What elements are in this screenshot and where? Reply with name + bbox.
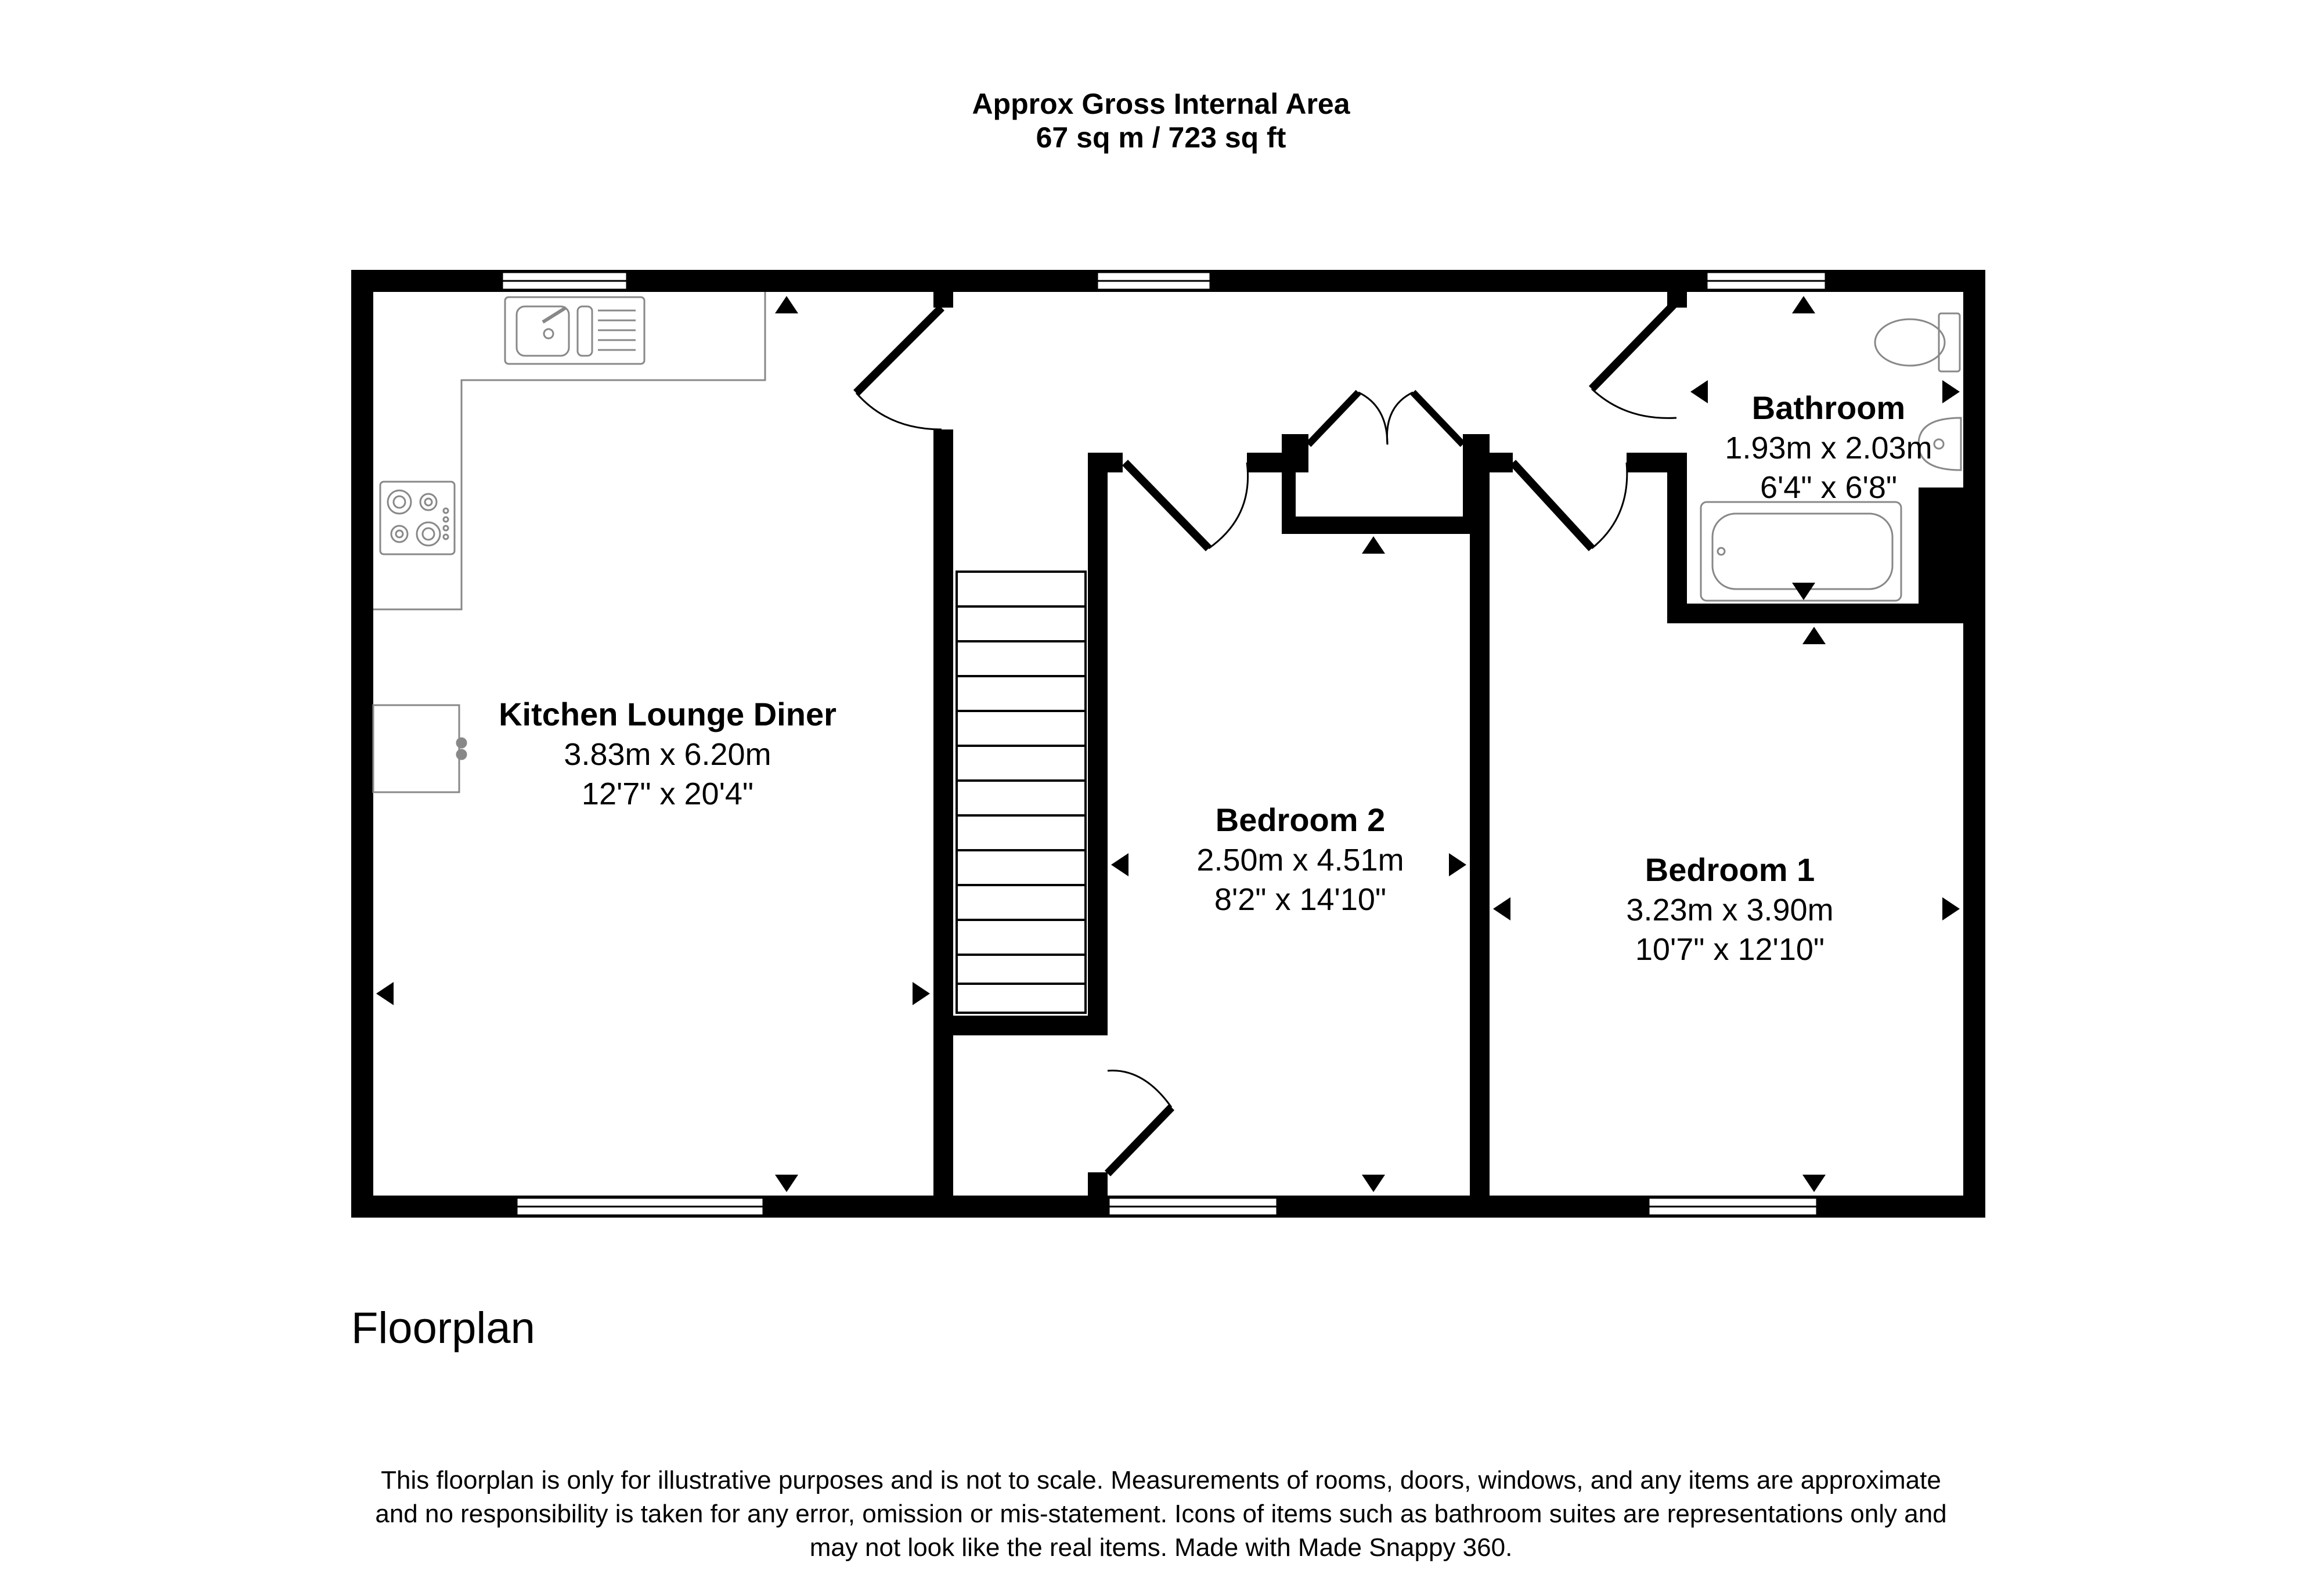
bedroom1-metric: 3.23m x 3.90m xyxy=(1626,893,1834,927)
bedroom1-name: Bedroom 1 xyxy=(1645,851,1815,888)
toilet-icon xyxy=(1939,313,1960,371)
bathroom-metric: 1.93m x 2.03m xyxy=(1725,431,1932,465)
room-labels xyxy=(499,389,1932,967)
disclaimer-line-3: may not look like the real items. Made with Made Snappy 360. xyxy=(809,1533,1513,1562)
disclaimer-line-1: This floorplan is only for illustrative purposes and is not to scale. Measurements of rooms, doors, windows, and any items are approximate xyxy=(381,1466,1941,1494)
disclaimer xyxy=(0,1464,2322,1565)
staircase xyxy=(957,572,1086,1013)
bedroom2-name: Bedroom 2 xyxy=(1215,801,1386,838)
bathroom-imperial: 6'4" x 6'8" xyxy=(1759,470,1898,505)
kitchen-name: Kitchen Lounge Diner xyxy=(499,696,837,732)
doors xyxy=(856,302,1676,1173)
area-title: Approx Gross Internal Area xyxy=(972,88,1350,120)
bedroom1-imperial: 10'7" x 12'10" xyxy=(1635,932,1825,967)
bedroom2-imperial: 8'2" x 14'10" xyxy=(1214,882,1387,917)
bathroom-name: Bathroom xyxy=(1751,389,1906,426)
floor-label: Floorplan xyxy=(351,1303,535,1353)
bedroom2-metric: 2.50m x 4.51m xyxy=(1196,843,1404,878)
appliance-icon xyxy=(373,705,459,792)
kitchen-imperial: 12'7" x 20'4" xyxy=(581,777,754,811)
disclaimer-line-2: and no responsibility is taken for any error, omission or mis-statement. Icons of items such as bathroom suites are representations only and xyxy=(375,1500,1947,1528)
area-value: 67 sq m / 723 sq ft xyxy=(1036,121,1286,154)
kitchen-metric: 3.83m x 6.20m xyxy=(564,737,771,772)
